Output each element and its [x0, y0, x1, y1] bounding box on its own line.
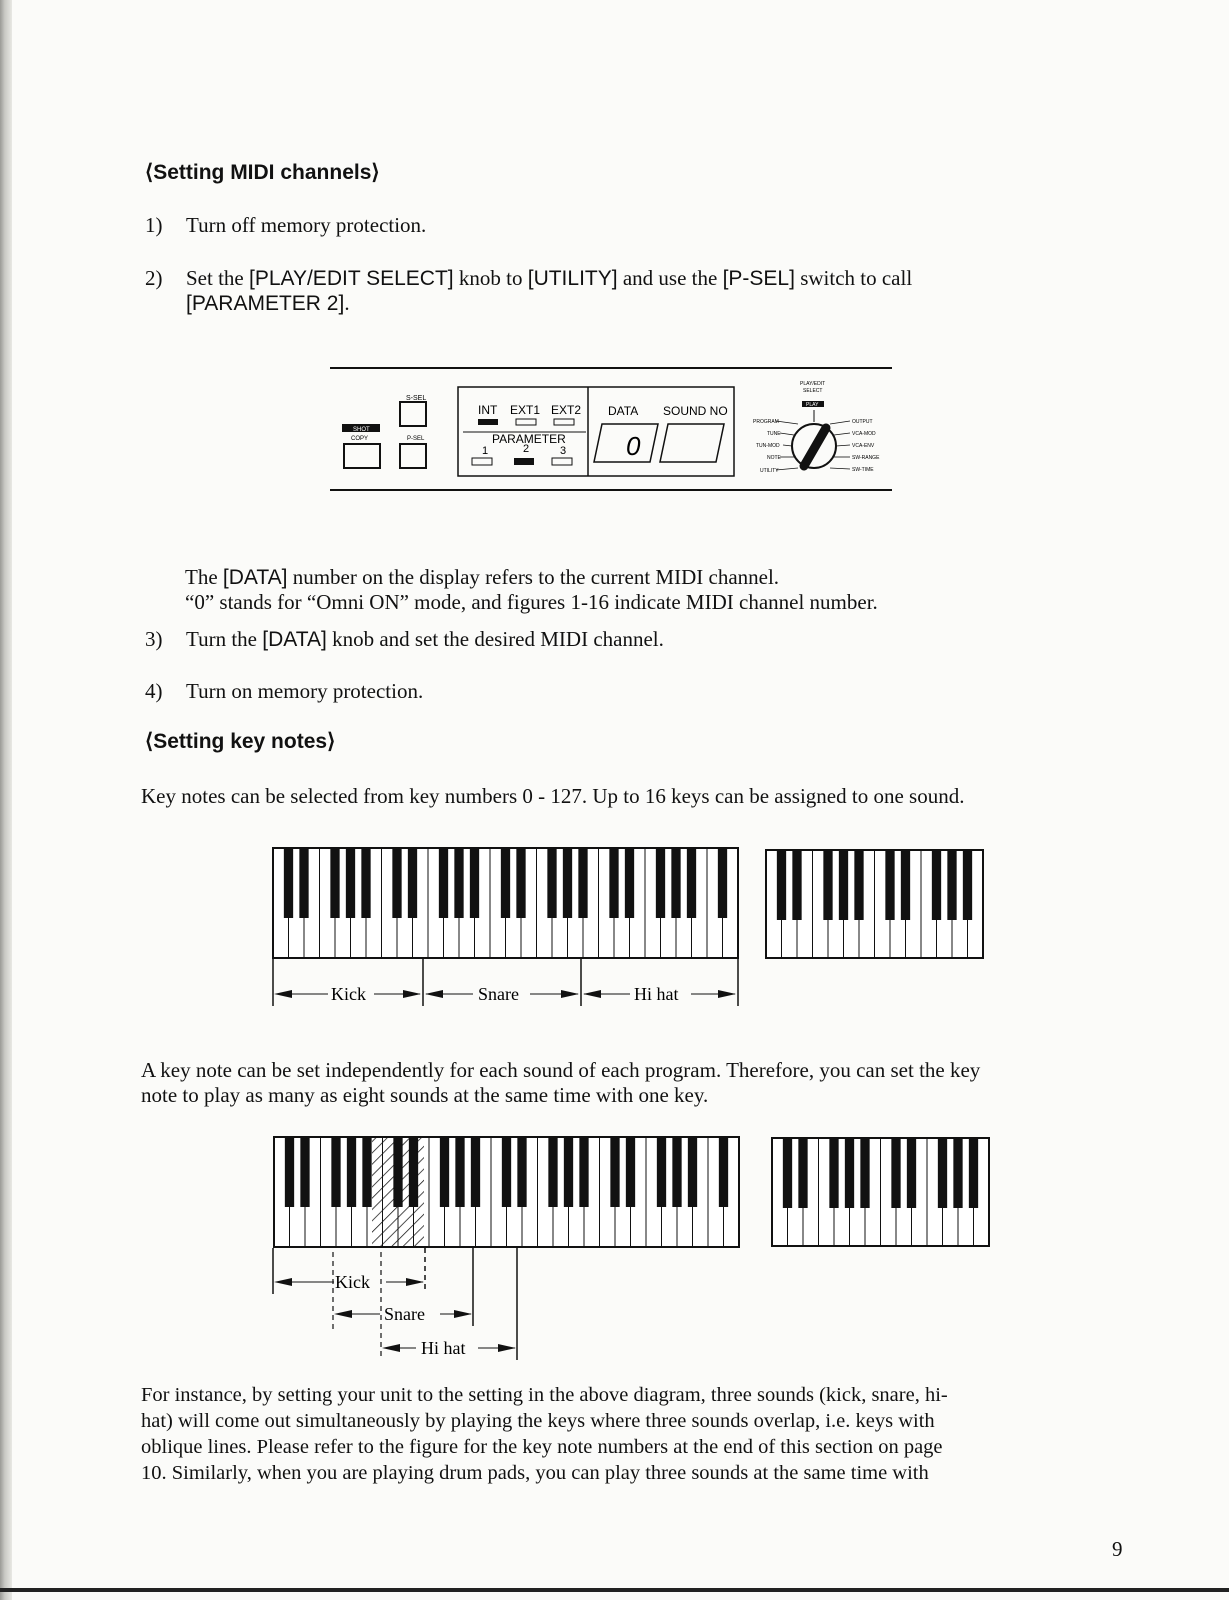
key-play-edit-select: [PLAY/EDIT SELECT]: [249, 267, 454, 290]
black-key: [516, 848, 525, 918]
data-label: DATA: [608, 404, 639, 418]
black-key: [777, 850, 786, 920]
black-key: [330, 848, 339, 918]
knob-label: PROGRAM: [753, 419, 779, 425]
keyboard-figure-2: [268, 1132, 998, 1367]
step-text: Turn off memory protection.: [186, 213, 427, 237]
step-2: [145, 266, 1145, 315]
step-text: Turn on memory protection.: [186, 679, 424, 703]
step-4: [145, 679, 424, 704]
parameter-label: PARAMETER: [492, 432, 566, 446]
range-annotations: [273, 958, 738, 1006]
knob-label: UTILITY: [760, 468, 779, 474]
black-key: [845, 1138, 854, 1208]
black-key: [361, 848, 370, 918]
kick-range-label: Kick: [335, 1272, 370, 1292]
step-text-part: Turn the: [186, 627, 263, 651]
shot-copy-button: [344, 444, 380, 468]
knob-pointer: [804, 428, 826, 466]
data-display-digit: 0: [626, 431, 641, 461]
page-binding-edge: [0, 0, 12, 1600]
black-key: [671, 848, 680, 918]
sound-no-label: SOUND NO: [663, 404, 728, 418]
s-sel-button: [400, 402, 426, 426]
ext1-indicator: [516, 419, 536, 425]
black-key: [823, 850, 832, 920]
black-key: [579, 1137, 588, 1207]
step-text: switch to call: [794, 266, 913, 290]
description-text: The: [185, 565, 223, 589]
sound-no-display: [660, 424, 724, 462]
black-key: [610, 1137, 619, 1207]
step-text: .: [344, 291, 350, 315]
black-key: [625, 848, 634, 918]
int-label: INT: [478, 403, 498, 417]
step-number: 1): [145, 213, 163, 237]
black-key: [839, 850, 848, 920]
key-note-paragraph-2: [141, 1382, 948, 1486]
snare-range-label: Snare: [384, 1304, 425, 1324]
hihat-range-label: Hi hat: [634, 984, 679, 1004]
data-description: [185, 565, 1185, 615]
black-key: [502, 1137, 511, 1207]
black-key: [657, 1137, 666, 1207]
black-key: [626, 1137, 635, 1207]
paragraph-line: hat) will come out simultaneously by playing the keys where three sounds overlap, i.e. keys with: [141, 1410, 935, 1432]
s-sel-label: S-SEL: [406, 395, 427, 402]
select-label: SELECT: [803, 388, 823, 394]
param-1-indicator: [472, 458, 492, 465]
black-key: [688, 1137, 697, 1207]
play-label: PLAY: [806, 402, 819, 408]
black-key: [854, 850, 863, 920]
step-text: and use the: [617, 266, 723, 290]
knob-label: NOTE: [767, 455, 781, 461]
black-key: [564, 1137, 573, 1207]
black-key: [285, 1137, 294, 1207]
black-key: [563, 848, 572, 918]
black-key: [687, 848, 696, 918]
black-key: [347, 1137, 356, 1207]
step-1: [145, 213, 427, 238]
snare-range-label: Snare: [478, 984, 519, 1004]
black-key: [891, 1138, 900, 1208]
black-key: [331, 1137, 340, 1207]
knob-label: VCA-MOD: [852, 431, 876, 437]
black-key: [932, 850, 941, 920]
knob-label: SW-TIME: [852, 467, 874, 473]
black-key: [455, 1137, 464, 1207]
page-bottom-rule: [0, 1588, 1229, 1592]
step-text: [186, 627, 664, 652]
section-heading-key-notes: ⟨Setting key notes⟩: [145, 730, 336, 753]
keyboard-figure-1: [268, 844, 998, 1014]
black-key: [969, 1138, 978, 1208]
key-p-sel: [P-SEL]: [722, 267, 795, 290]
black-key: [392, 848, 401, 918]
overlap-hatched-keys: [372, 1136, 424, 1248]
black-key: [656, 848, 665, 918]
black-key: [299, 848, 308, 918]
knob-right-labels: [830, 419, 880, 473]
black-key: [798, 1138, 807, 1208]
black-key: [609, 848, 618, 918]
step-3: [145, 627, 1145, 652]
keyboard-right: [772, 1138, 989, 1246]
int-indicator: [478, 419, 498, 425]
black-key: [362, 1137, 371, 1207]
description-text: “0” stands for “Omni ON” mode, and figures 1-16 indicate MIDI channel number.: [185, 590, 878, 614]
param-2-indicator: [514, 458, 534, 465]
shot-label: SHOT: [353, 427, 370, 433]
black-key: [454, 848, 463, 918]
black-key: [300, 1137, 309, 1207]
knob-label: SW-RANGE: [852, 455, 880, 461]
p-sel-button: [400, 444, 426, 468]
black-key: [548, 1137, 557, 1207]
param-2-label: 2: [523, 443, 530, 455]
key-data: [DATA]: [222, 566, 288, 589]
step-number: 2): [145, 266, 163, 290]
black-key: [284, 848, 293, 918]
ext2-label: EXT2: [551, 403, 582, 417]
black-key: [346, 848, 355, 918]
black-key: [440, 1137, 449, 1207]
black-key: [471, 1137, 480, 1207]
black-key: [829, 1138, 838, 1208]
black-key: [783, 1138, 792, 1208]
black-key: [947, 850, 956, 920]
ext2-indicator: [554, 419, 574, 425]
paragraph-line: 10. Similarly, when you are playing drum pads, you can play three sounds at the same time with: [141, 1462, 929, 1484]
black-key: [501, 848, 510, 918]
key-parameter-2: [PARAMETER 2]: [186, 292, 345, 315]
black-key: [792, 850, 801, 920]
step-text: knob to: [453, 266, 528, 290]
section-heading-midi-channels: ⟨Setting MIDI channels⟩: [145, 161, 380, 184]
play-edit-label: PLAY/EDIT: [800, 381, 826, 387]
black-key: [860, 1138, 869, 1208]
black-key: [408, 848, 417, 918]
hihat-range-label: Hi hat: [421, 1338, 466, 1358]
param-3-indicator: [552, 458, 572, 465]
key-note-paragraph-1: [141, 1058, 980, 1108]
front-panel-diagram: [330, 362, 895, 497]
step-text-part: knob and set the desired MIDI channel.: [326, 627, 664, 651]
black-key: [901, 850, 910, 920]
key-notes-intro: Key notes can be selected from key numbers 0 - 127. Up to 16 keys can be assigned to one sound.: [141, 784, 965, 808]
paragraph-line: For instance, by setting your unit to the setting in the above diagram, three sounds (kick, snare, hi-: [141, 1384, 948, 1406]
keyboard-main: [274, 1137, 739, 1247]
keyboard-main: [273, 848, 738, 958]
kick-range-label: Kick: [331, 984, 366, 1004]
black-key: [439, 848, 448, 918]
black-key: [718, 848, 727, 918]
key-data: [DATA]: [262, 628, 327, 651]
ext1-label: EXT1: [510, 403, 541, 417]
step-number: 3): [145, 627, 163, 651]
black-key: [470, 848, 479, 918]
page-number: 9: [1112, 1537, 1123, 1561]
black-key: [719, 1137, 728, 1207]
black-key: [517, 1137, 526, 1207]
black-key: [953, 1138, 962, 1208]
param-1-label: 1: [482, 445, 489, 457]
black-key: [547, 848, 556, 918]
black-key: [938, 1138, 947, 1208]
param-3-label: 3: [560, 445, 567, 457]
black-key: [907, 1138, 916, 1208]
range-annotations: [273, 1248, 517, 1360]
step-text: Set the: [186, 266, 249, 290]
knob-label: TUNE: [767, 431, 781, 437]
knob-label: OUTPUT: [852, 419, 873, 425]
black-key: [578, 848, 587, 918]
p-sel-label: P-SEL: [407, 436, 425, 442]
knob-label: TUN-MOD: [756, 443, 780, 449]
black-key: [885, 850, 894, 920]
step-number: 4): [145, 679, 163, 703]
black-key: [672, 1137, 681, 1207]
paragraph-line: oblique lines. Please refer to the figure for the key note numbers at the end of this section on page: [141, 1436, 943, 1458]
knob-label: VCA-ENV: [852, 443, 875, 449]
black-key: [963, 850, 972, 920]
paragraph-line: A key note can be set independently for each sound of each program. Therefore, you can set the key: [141, 1058, 981, 1082]
keyboard-right: [766, 850, 983, 958]
key-utility: [UTILITY]: [527, 267, 618, 290]
paragraph-line: note to play as many as eight sounds at the same time with one key.: [141, 1083, 709, 1107]
copy-label: COPY: [351, 436, 369, 442]
description-text: number on the display refers to the current MIDI channel.: [287, 565, 780, 589]
